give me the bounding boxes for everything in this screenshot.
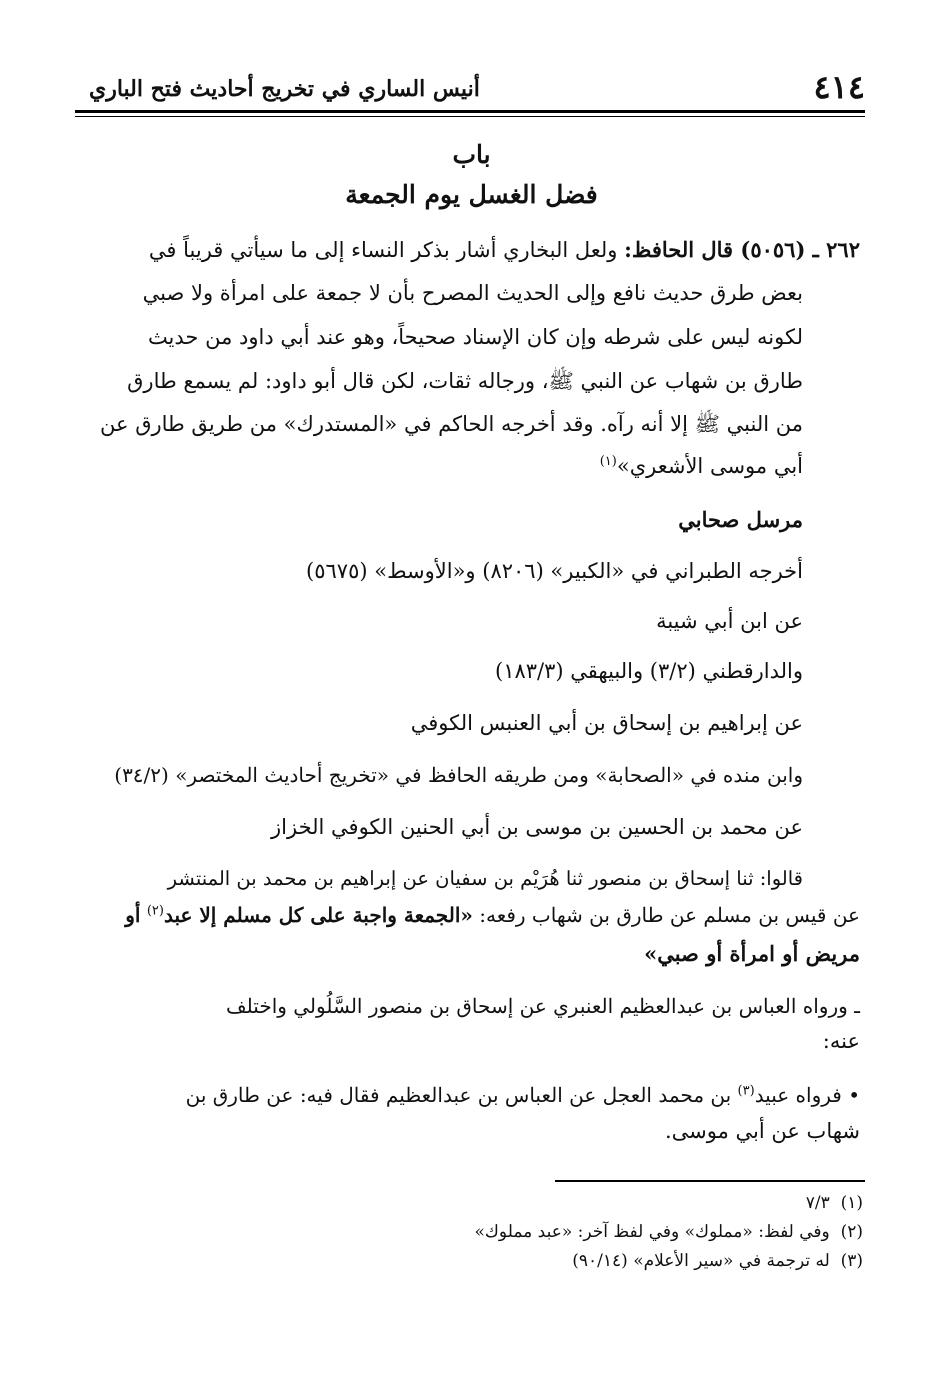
entry-line-5: من النبي ﷺ إلا أنه رآه. وقد أخرجه الحاكم في «المستدرك» من طريق طارق عن: [100, 412, 803, 436]
footnote-2: (٢) وفي لفظ: «مملوك» وفي لفظ آخر: «عبد مملوك»: [474, 1222, 863, 1242]
body-line-7: قالوا: ثنا إسحاق بن منصور ثنا هُرَيْم بن سفيان عن إبراهيم بن محمد بن المنتشر: [167, 867, 803, 890]
chapter-title: فضل الغسل يوم الجمعة: [345, 180, 598, 209]
chapter-label: باب: [452, 140, 491, 169]
footnote-ref-1: (١): [599, 454, 617, 469]
entry-line-1: ٢٦٢ ـ (٥٠٥٦) قال الحافظ: ولعل البخاري أشار بذكر النساء إلى ما سيأتي قريباً في: [148, 237, 860, 262]
footnote-3: (٣) له ترجمة في «سير الأعلام» (٩٠/١٤): [572, 1251, 863, 1271]
entry-line-4: طارق بن شهاب عن النبي ﷺ، ورجاله ثقات، لكن قال أبو داود: لم يسمع طارق: [127, 369, 803, 393]
book-title: أنيس الساري في تخريج أحاديث فتح الباري: [89, 76, 480, 102]
body-line-13: شهاب عن أبي موسى.: [664, 1119, 860, 1143]
body-line-11: عنه:: [822, 1029, 860, 1053]
body-line-10: ـ ورواه العباس بن عبدالعظيم العنبري عن إسحاق بن منصور السَّلُولي واختلف: [225, 994, 860, 1018]
entry-number: ٢٦٢ ـ (٥٠٥٦) قال الحافظ:: [624, 237, 860, 262]
body-line-2: عن ابن أبي شيبة: [656, 609, 803, 633]
entry-line-3: لكونه ليس على شرطه وإن كان الإسناد صحيحاً، وهو عند أبي داود من حديث: [147, 325, 803, 349]
body-line-6: عن محمد بن الحسين بن موسى بن أبي الحنين الكوفي الخزاز: [271, 815, 803, 839]
header-rule: [75, 110, 865, 113]
body-line-4: عن إبراهيم بن إسحاق بن أبي العنبس الكوفي: [410, 711, 803, 735]
body-line-9: مريض أو امرأة أو صبي»: [644, 941, 860, 966]
entry-line-6: أبي موسى الأشعري»$^{(١)}$: [599, 454, 803, 478]
entry-line-2: بعض طرق حديث نافع وإلى الحديث المصرح بأن لا جمعة على امرأة ولا صبي: [142, 281, 803, 305]
body-line-12: • فرواه عبيد$^{(٣)}$ بن محمد العجل عن العباس بن عبدالعظيم فقال فيه: عن طارق بن: [185, 1083, 860, 1107]
mursal-heading: مرسل صحابي: [678, 507, 803, 532]
footnote-ref-3: (٣): [737, 1083, 755, 1099]
body-line-5: وابن منده في «الصحابة» ومن طريقه الحافظ في «تخريج أحاديث المختصر» (٣٤/٢): [114, 763, 803, 787]
footnote-rule: [555, 1180, 865, 1182]
page-number: ٤١٤: [813, 68, 865, 106]
page-header: [75, 62, 865, 112]
footnote-1: (١) ٧/٣: [805, 1193, 863, 1213]
body-line-1: أخرجه الطبراني في «الكبير» (٨٢٠٦) و«الأوسط» (٥٦٧٥): [306, 559, 803, 583]
body-line-8: عن قيس بن مسلم عن طارق بن شهاب رفعه: «الجمعة واجبة على كل مسلم إلا عبد$^{(٢)}$ أو: [125, 903, 860, 927]
body-line-3: والدارقطني (٣/٢) والبيهقي (١٨٣/٣): [495, 659, 803, 683]
header-rule-thin: [75, 116, 865, 117]
footnote-ref-2: (٢): [146, 903, 164, 919]
